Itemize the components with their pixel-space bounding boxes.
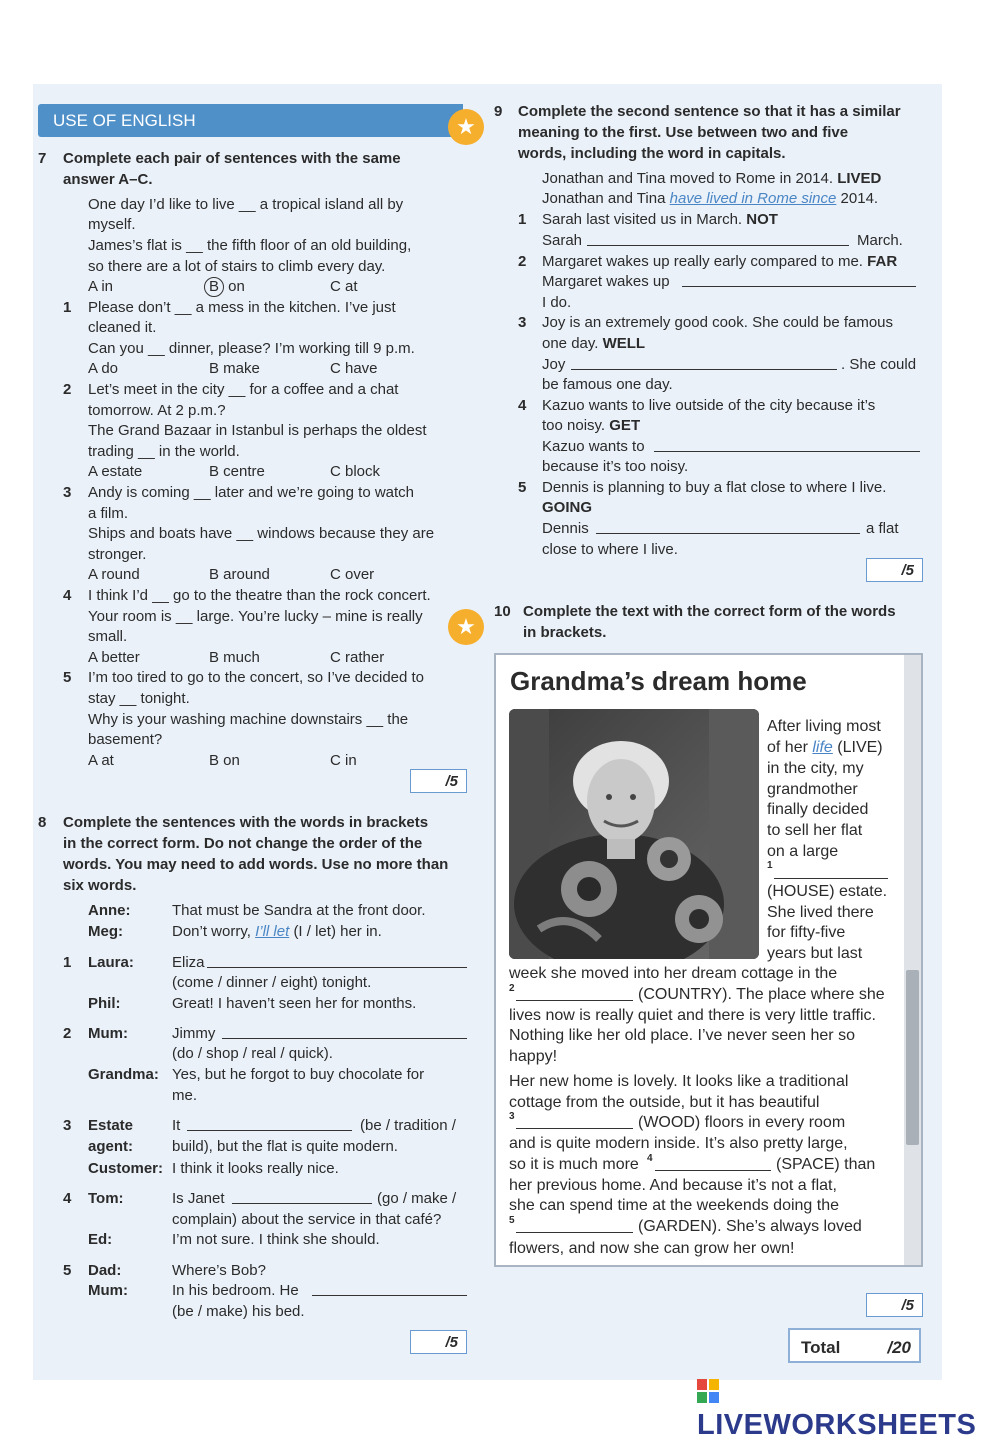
item-line: stronger.: [88, 546, 147, 563]
text: too noisy.: [542, 417, 606, 434]
ex7-instruction: answer A–C.: [63, 171, 153, 188]
item-number: 1: [518, 211, 527, 228]
item-line: trading __ in the world.: [88, 443, 240, 460]
option-a[interactable]: A round: [88, 566, 140, 583]
option-c[interactable]: C rather: [330, 649, 385, 666]
gap-number: 2: [509, 983, 515, 994]
item-line: Dennis is planning to buy a flat close to where I live.: [542, 479, 887, 496]
text: Margaret wakes up really early compared to me.: [542, 253, 863, 270]
answer-blank[interactable]: [596, 519, 860, 534]
logo-grid-icon: [697, 1378, 719, 1402]
ex10-instruction: in brackets.: [523, 624, 607, 641]
speaker-label: Grandma:: [88, 1066, 159, 1083]
dialogue-line: Jimmy: [172, 1025, 216, 1042]
article-line: on a large: [767, 843, 839, 860]
item-line: Kazuo wants to: [542, 438, 645, 455]
item-number: 2: [518, 253, 527, 270]
dialogue-line: me.: [172, 1087, 198, 1104]
article-line: flowers, and now she can grow her own!: [509, 1240, 795, 1257]
article-line: finally decided: [767, 801, 869, 818]
item-line: March.: [857, 232, 903, 249]
item-line: Can you __ dinner, please? I’m working till 9 p.m.: [88, 340, 415, 357]
keyword: GOING: [542, 499, 593, 516]
option-a[interactable]: A estate: [88, 463, 143, 480]
item-line: because it’s too noisy.: [542, 458, 689, 475]
item-line: [542, 252, 897, 273]
dialogue-line: Eliza: [172, 954, 205, 971]
item-number: 2: [63, 1025, 72, 1042]
item-line: Margaret wakes up: [542, 273, 670, 290]
answer-blank[interactable]: [587, 231, 849, 246]
logo-text: LIVEWORKSHEETS: [697, 1409, 977, 1441]
dialogue-line: build), but the flat is quite modern.: [172, 1138, 398, 1155]
dialogue-line: Great! I haven’t seen her for months.: [172, 995, 417, 1012]
keyword: NOT: [746, 211, 778, 228]
item-number: 5: [63, 669, 72, 686]
article-line: happy!: [509, 1048, 558, 1065]
ex10-score-box: /5: [866, 1293, 923, 1317]
keyword: GET: [609, 417, 641, 434]
speaker-label: Estate: [88, 1117, 134, 1134]
total-value: /20: [887, 1338, 911, 1357]
article-line: She lived there: [767, 904, 874, 921]
article-line: so it is much more: [509, 1156, 639, 1173]
article-line: her previous home. And because it’s not a flat,: [509, 1177, 837, 1194]
option-b[interactable]: B on: [209, 752, 240, 769]
ex7-example-option-c: C at: [330, 278, 358, 295]
dialogue-line: It: [172, 1117, 181, 1134]
answer-blank-3[interactable]: [516, 1114, 633, 1129]
text: 2014.: [840, 190, 879, 207]
option-b[interactable]: B make: [209, 360, 260, 377]
item-line: a flat: [866, 520, 899, 537]
gap-number: 5: [509, 1215, 515, 1226]
item-line: small.: [88, 628, 128, 645]
answer-blank[interactable]: [654, 437, 920, 452]
ex9-example-line: [542, 169, 881, 190]
ex7-example-line: myself.: [88, 216, 136, 233]
item-number: 4: [63, 587, 72, 604]
option-a[interactable]: A do: [88, 360, 119, 377]
speaker-label: Phil:: [88, 995, 121, 1012]
ex7-number: 7: [38, 150, 47, 167]
ex10-number: 10: [494, 603, 511, 620]
ex7-example-line: One day I’d like to live __ a tropical island all by: [88, 196, 404, 213]
dialogue-line: complain) about the service in that café?: [172, 1211, 442, 1228]
option-b[interactable]: B around: [209, 566, 270, 583]
dialogue-line: Yes, but he forgot to buy chocolate for: [172, 1066, 425, 1083]
star-icon: ★: [448, 609, 484, 645]
ex8-instruction: six words.: [63, 877, 137, 894]
ex9-instruction: meaning to the first. Use between two and five: [518, 124, 849, 141]
scrollbar-track[interactable]: [904, 655, 921, 1265]
gap-number: 3: [509, 1111, 515, 1122]
article-line: [767, 738, 883, 759]
ex7-example-line: so there are a lot of stairs to climb every day.: [88, 258, 386, 275]
item-number: 4: [63, 1190, 72, 1207]
article-line: (HOUSE) estate.: [767, 883, 888, 900]
ex9-instruction: Complete the second sentence so that it has a similar: [518, 103, 901, 120]
article-line: to sell her flat: [767, 822, 863, 839]
text: Jonathan and Tina moved to Rome in 2014.: [542, 170, 834, 187]
item-line: Joy is an extremely good cook. She could be famous: [542, 314, 894, 331]
item-line: Why is your washing machine downstairs __ the: [88, 711, 409, 728]
article-line: (COUNTRY). The place where she: [638, 986, 885, 1003]
ex9-number: 9: [494, 103, 503, 120]
total-label: Total: [801, 1338, 841, 1357]
star-icon: ★: [448, 109, 484, 145]
example-answer: have lived in Rome since: [669, 190, 837, 207]
item-line: be famous one day.: [542, 376, 673, 393]
answer-blank[interactable]: [222, 1024, 467, 1039]
speaker-label: Mum:: [88, 1025, 128, 1042]
item-line: basement?: [88, 731, 163, 748]
answer-blank[interactable]: [232, 1189, 372, 1204]
answer-blank-2[interactable]: [516, 986, 633, 1001]
example-answer: I’ll let: [255, 923, 290, 940]
article-line: years but last: [767, 945, 863, 962]
article-line: week she moved into her dream cottage in the: [509, 965, 838, 982]
grandma-photo-illustration: [509, 709, 759, 959]
text: (LIVE): [837, 739, 883, 756]
ex7-score-box: /5: [410, 769, 467, 793]
dialogue-line: In his bedroom. He: [172, 1282, 299, 1299]
ex9-score-box: /5: [866, 558, 923, 582]
dialogue-line: (be / tradition /: [360, 1117, 456, 1134]
article-line: lives now is really quiet and there is very little traffic.: [509, 1007, 876, 1024]
circled-answer: B: [204, 277, 224, 297]
dialogue-line: I’m not sure. I think she should.: [172, 1231, 380, 1248]
article-line: cottage from the outside, but it has beautiful: [509, 1094, 820, 1111]
ex8-instruction: in the correct form. Do not change the order of the: [63, 835, 423, 852]
dialogue-line: I think it looks really nice.: [172, 1160, 339, 1177]
article-title: Grandma’s dream home: [510, 666, 807, 696]
section-banner: USE OF ENGLISH: [38, 104, 463, 137]
item-line: Andy is coming __ later and we’re going to watch: [88, 484, 415, 501]
ex7-example-line: James’s flat is __ the fifth floor of an old building,: [88, 237, 412, 254]
speaker-label: Meg:: [88, 923, 123, 940]
item-line: The Grand Bazaar in Istanbul is perhaps the oldest: [88, 422, 427, 439]
gap-number: 1: [767, 860, 773, 871]
ex9-instruction: words, including the word in capitals.: [518, 145, 786, 162]
article-line: Nothing like her old place. I’ve never seen her so: [509, 1027, 855, 1044]
answer-blank[interactable]: [187, 1116, 352, 1131]
article-line: After living most: [767, 718, 881, 735]
item-number: 3: [518, 314, 527, 331]
ex8-score-box: /5: [410, 1330, 467, 1354]
keyword: WELL: [602, 335, 646, 352]
item-line: Kazuo wants to live outside of the city because it’s: [542, 397, 876, 414]
scrollbar-thumb[interactable]: [906, 970, 919, 1145]
item-number: 5: [518, 479, 527, 496]
ex10-instruction: Complete the text with the correct form of the words: [523, 603, 896, 620]
total-score-box: [788, 1328, 921, 1363]
article-line: and is quite modern inside. It’s also pretty large,: [509, 1135, 848, 1152]
item-line: Dennis: [542, 520, 589, 537]
dialogue-line: (do / shop / real / quick).: [172, 1045, 333, 1062]
item-number: 4: [518, 397, 527, 414]
item-line: cleaned it.: [88, 319, 157, 336]
article-line: for fifty-five: [767, 924, 846, 941]
gap-number: 4: [647, 1153, 653, 1164]
article-line: (WOOD) floors in every room: [638, 1114, 846, 1131]
item-number: 3: [63, 484, 72, 501]
speaker-label: Dad:: [88, 1262, 122, 1279]
dialogue-line: That must be Sandra at the front door.: [172, 902, 426, 919]
item-line: a film.: [88, 505, 129, 522]
item-line: I’m too tired to go to the concert, so I’ve decided to: [88, 669, 425, 686]
option-b[interactable]: B much: [209, 649, 260, 666]
ex8-instruction: words. You may need to add words. Use no more than: [63, 856, 449, 873]
answer-blank[interactable]: [682, 272, 916, 287]
option-a[interactable]: A better: [88, 649, 140, 666]
text: Sarah last visited us in March.: [542, 211, 743, 228]
dialogue-line: Where’s Bob?: [172, 1262, 266, 1279]
item-number: 5: [63, 1262, 72, 1279]
option-c[interactable]: C block: [330, 463, 381, 480]
liveworksheets-logo: [697, 1376, 1000, 1442]
item-line: close to where I live.: [542, 541, 678, 558]
article-line: grandmother: [767, 781, 858, 798]
dialogue-line: (be / make) his bed.: [172, 1303, 305, 1320]
item-line: Let’s meet in the city __ for a coffee and a chat: [88, 381, 399, 398]
item-number: 2: [63, 381, 72, 398]
option-a[interactable]: A at: [88, 752, 114, 769]
option-text: on: [228, 278, 245, 295]
article-line: (GARDEN). She’s always loved: [638, 1218, 862, 1235]
dialogue-line: (go / make /: [377, 1190, 457, 1207]
item-line: [542, 416, 640, 437]
item-line: Ships and boats have __ windows because they are: [88, 525, 435, 542]
item-line: tomorrow. At 2 p.m.?: [88, 402, 226, 419]
option-c[interactable]: C over: [330, 566, 375, 583]
answer-blank[interactable]: [207, 953, 467, 968]
ex8-number: 8: [38, 814, 47, 831]
item-line: I do.: [542, 294, 572, 311]
item-line: Joy: [542, 356, 566, 373]
dialogue-line: (come / dinner / eight) tonight.: [172, 974, 372, 991]
item-line: Please don’t __ a mess in the kitchen. I’ve just: [88, 299, 396, 316]
option-c[interactable]: C in: [330, 752, 357, 769]
article-line: she can spend time at the weekends doing the: [509, 1197, 839, 1214]
keyword: FAR: [867, 253, 898, 270]
ex8-instruction: Complete the sentences with the words in brackets: [63, 814, 429, 831]
text: Don’t worry,: [172, 923, 251, 940]
ex9-example-line: [542, 189, 878, 210]
answer-blank[interactable]: [571, 355, 837, 370]
speaker-label: Laura:: [88, 954, 134, 971]
item-line: Sarah: [542, 232, 583, 249]
ex7-example-option-a: A in: [88, 278, 114, 295]
article-line: in the city, my: [767, 760, 864, 777]
text: Jonathan and Tina: [542, 190, 666, 207]
ex7-instruction: Complete each pair of sentences with the same: [63, 150, 401, 167]
speaker-label: Mum:: [88, 1282, 128, 1299]
item-line: [542, 210, 778, 231]
dialogue-line: Is Janet: [172, 1190, 225, 1207]
example-answer: life: [812, 739, 833, 756]
speaker-label: Ed:: [88, 1231, 113, 1248]
item-number: 3: [63, 1117, 72, 1134]
speaker-label: Anne:: [88, 902, 131, 919]
grandma-photo: [509, 709, 759, 959]
ex7-example-option-b: [204, 277, 245, 298]
item-line: . She could: [841, 356, 917, 373]
dialogue-line: [172, 922, 382, 943]
speaker-label: Customer:: [88, 1160, 164, 1177]
answer-blank[interactable]: [312, 1281, 467, 1296]
item-line: Your room is __ large. You’re lucky – mine is really: [88, 608, 423, 625]
answer-blank-1[interactable]: [774, 864, 888, 879]
article-line: Her new home is lovely. It looks like a traditional: [509, 1073, 849, 1090]
text: one day.: [542, 335, 599, 352]
option-b[interactable]: B centre: [209, 463, 265, 480]
text: (I / let) her in.: [293, 923, 382, 940]
item-number: 1: [63, 299, 72, 316]
option-c[interactable]: C have: [330, 360, 378, 377]
speaker-label: Tom:: [88, 1190, 124, 1207]
item-number: 1: [63, 954, 72, 971]
item-line: [542, 334, 645, 355]
answer-blank-4[interactable]: [655, 1156, 771, 1171]
answer-blank-5[interactable]: [516, 1218, 633, 1233]
item-line: I think I’d __ go to the theatre than the rock concert.: [88, 587, 431, 604]
text: of her: [767, 739, 808, 756]
item-line: stay __ tonight.: [88, 690, 190, 707]
keyword: LIVED: [837, 170, 882, 187]
article-line: (SPACE) than: [776, 1156, 876, 1173]
speaker-label: agent:: [88, 1138, 133, 1155]
